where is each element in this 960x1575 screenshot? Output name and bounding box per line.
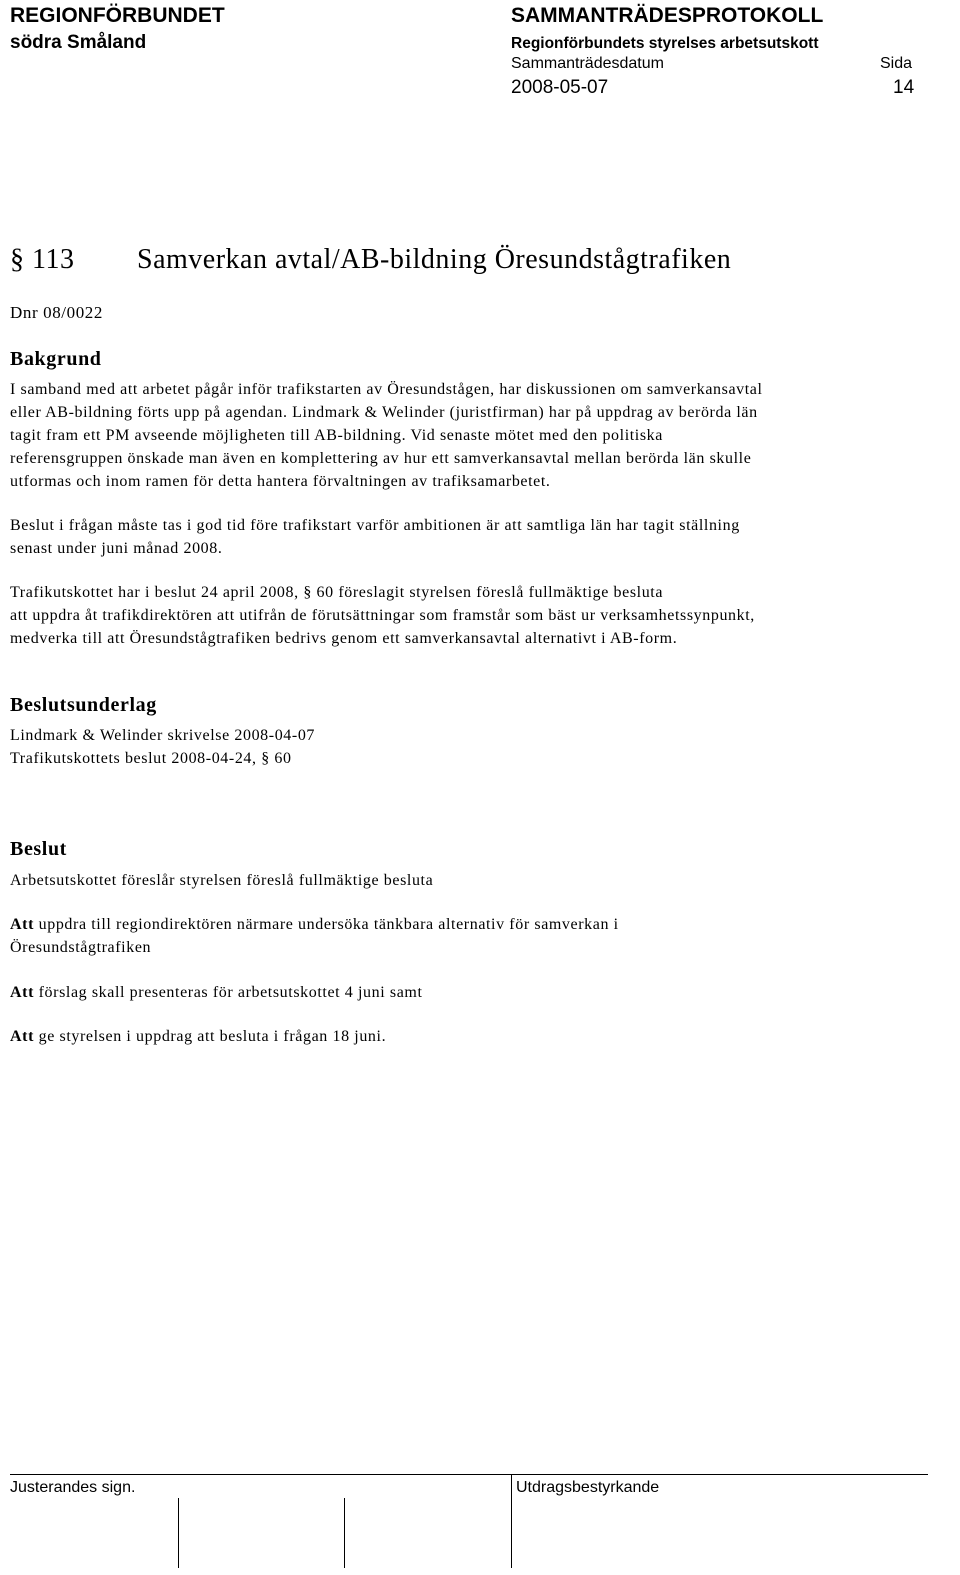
paragraph-line <box>10 913 955 936</box>
beslutsunderlag-heading: Beslutsunderlag <box>10 694 157 716</box>
justerandes-sign-label: Justerandes sign. <box>10 1479 136 1496</box>
signature-divider <box>511 1474 512 1568</box>
beslutsunderlag-list <box>10 724 955 770</box>
att-keyword: Att <box>10 1028 35 1045</box>
bakgrund-paragraph-2 <box>10 514 955 560</box>
paragraph-line <box>10 981 955 1004</box>
paragraph-line: tagit fram ett PM avseende möjligheten till AB-bildning. Vid senaste mötet med den politiska <box>10 427 663 444</box>
paragraph-line: utformas och inom ramen för detta hantera förvaltningen av trafiksamarbetet. <box>10 473 551 490</box>
bakgrund-paragraph-1 <box>10 378 955 493</box>
paragraph-line: eller AB-bildning förts upp på agendan. Lindmark & Welinder (juristfirman) har på uppdrag av berörda län <box>10 404 758 421</box>
paragraph-line: att uppdra åt trafikdirektören att utifrån de förutsättningar som framstår som bäst ur verksamhetssynpunkt, <box>10 607 755 624</box>
att-keyword: Att <box>10 916 35 933</box>
att-keyword: Att <box>10 984 35 1001</box>
paragraph-line: medverka till att Öresundstågtrafiken bedrivs genom ett samverkansavtal alternativt i AB-form. <box>10 630 678 647</box>
committee-name: Regionförbundets styrelses arbetsutskott <box>511 35 819 52</box>
paragraph-line: I samband med att arbetet pågår inför trafikstarten av Öresundstågen, har diskussionen om samverkansavtal <box>10 381 763 398</box>
paragraph-line: referensgruppen önskade man även en komplettering av hur ett samverkansavtal mellan berörda län skulle <box>10 450 752 467</box>
bakgrund-paragraph-3 <box>10 581 955 650</box>
paragraph-line: Trafikutskottet har i beslut 24 april 2008, § 60 föreslagit styrelsen föreslå fullmäktige besluta <box>10 584 664 601</box>
paragraph-line: Öresundstågtrafiken <box>10 939 152 956</box>
list-item: Trafikutskottets beslut 2008-04-24, § 60 <box>10 750 292 767</box>
organization-name: REGIONFÖRBUNDET <box>10 4 225 27</box>
organization-region: södra Småland <box>10 32 147 53</box>
beslut-att-1 <box>10 913 955 959</box>
diary-number: Dnr 08/0022 <box>10 303 104 322</box>
page-label: Sida <box>880 55 913 72</box>
meeting-date-label: Sammanträdesdatum <box>511 55 664 72</box>
section-number: § 113 <box>10 244 75 275</box>
paragraph-line: Arbetsutskottet föreslår styrelsen föreslå fullmäktige besluta <box>10 872 434 889</box>
utdragsbestyrkande-label: Utdragsbestyrkande <box>516 1479 660 1496</box>
beslut-att-3 <box>10 1025 955 1048</box>
section-title: Samverkan avtal/AB-bildning Öresundstågtrafiken <box>137 244 732 275</box>
signature-divider <box>178 1498 179 1568</box>
footer-divider <box>10 1474 928 1475</box>
att-text: ge styrelsen i uppdrag att besluta i frågan 18 juni. <box>34 1028 387 1045</box>
beslut-heading: Beslut <box>10 838 67 860</box>
signature-divider <box>344 1498 345 1568</box>
beslut-intro <box>10 869 955 892</box>
bakgrund-heading: Bakgrund <box>10 348 102 370</box>
paragraph-line: Beslut i frågan måste tas i god tid före trafikstart varför ambitionen är att samtliga län har tagit ställning <box>10 517 740 534</box>
list-item: Lindmark & Welinder skrivelse 2008-04-07 <box>10 727 316 744</box>
meeting-date-value: 2008-05-07 <box>511 77 609 98</box>
protocol-title: SAMMANTRÄDESPROTOKOLL <box>511 4 824 27</box>
att-text: förslag skall presenteras för arbetsutskottet 4 juni samt <box>34 984 423 1001</box>
beslut-att-2 <box>10 981 955 1004</box>
att-text: uppdra till regiondirektören närmare undersöka tänkbara alternativ för samverkan i <box>34 916 619 933</box>
paragraph-line <box>10 1025 955 1048</box>
page-number: 14 <box>893 77 915 98</box>
paragraph-line: senast under juni månad 2008. <box>10 540 223 557</box>
